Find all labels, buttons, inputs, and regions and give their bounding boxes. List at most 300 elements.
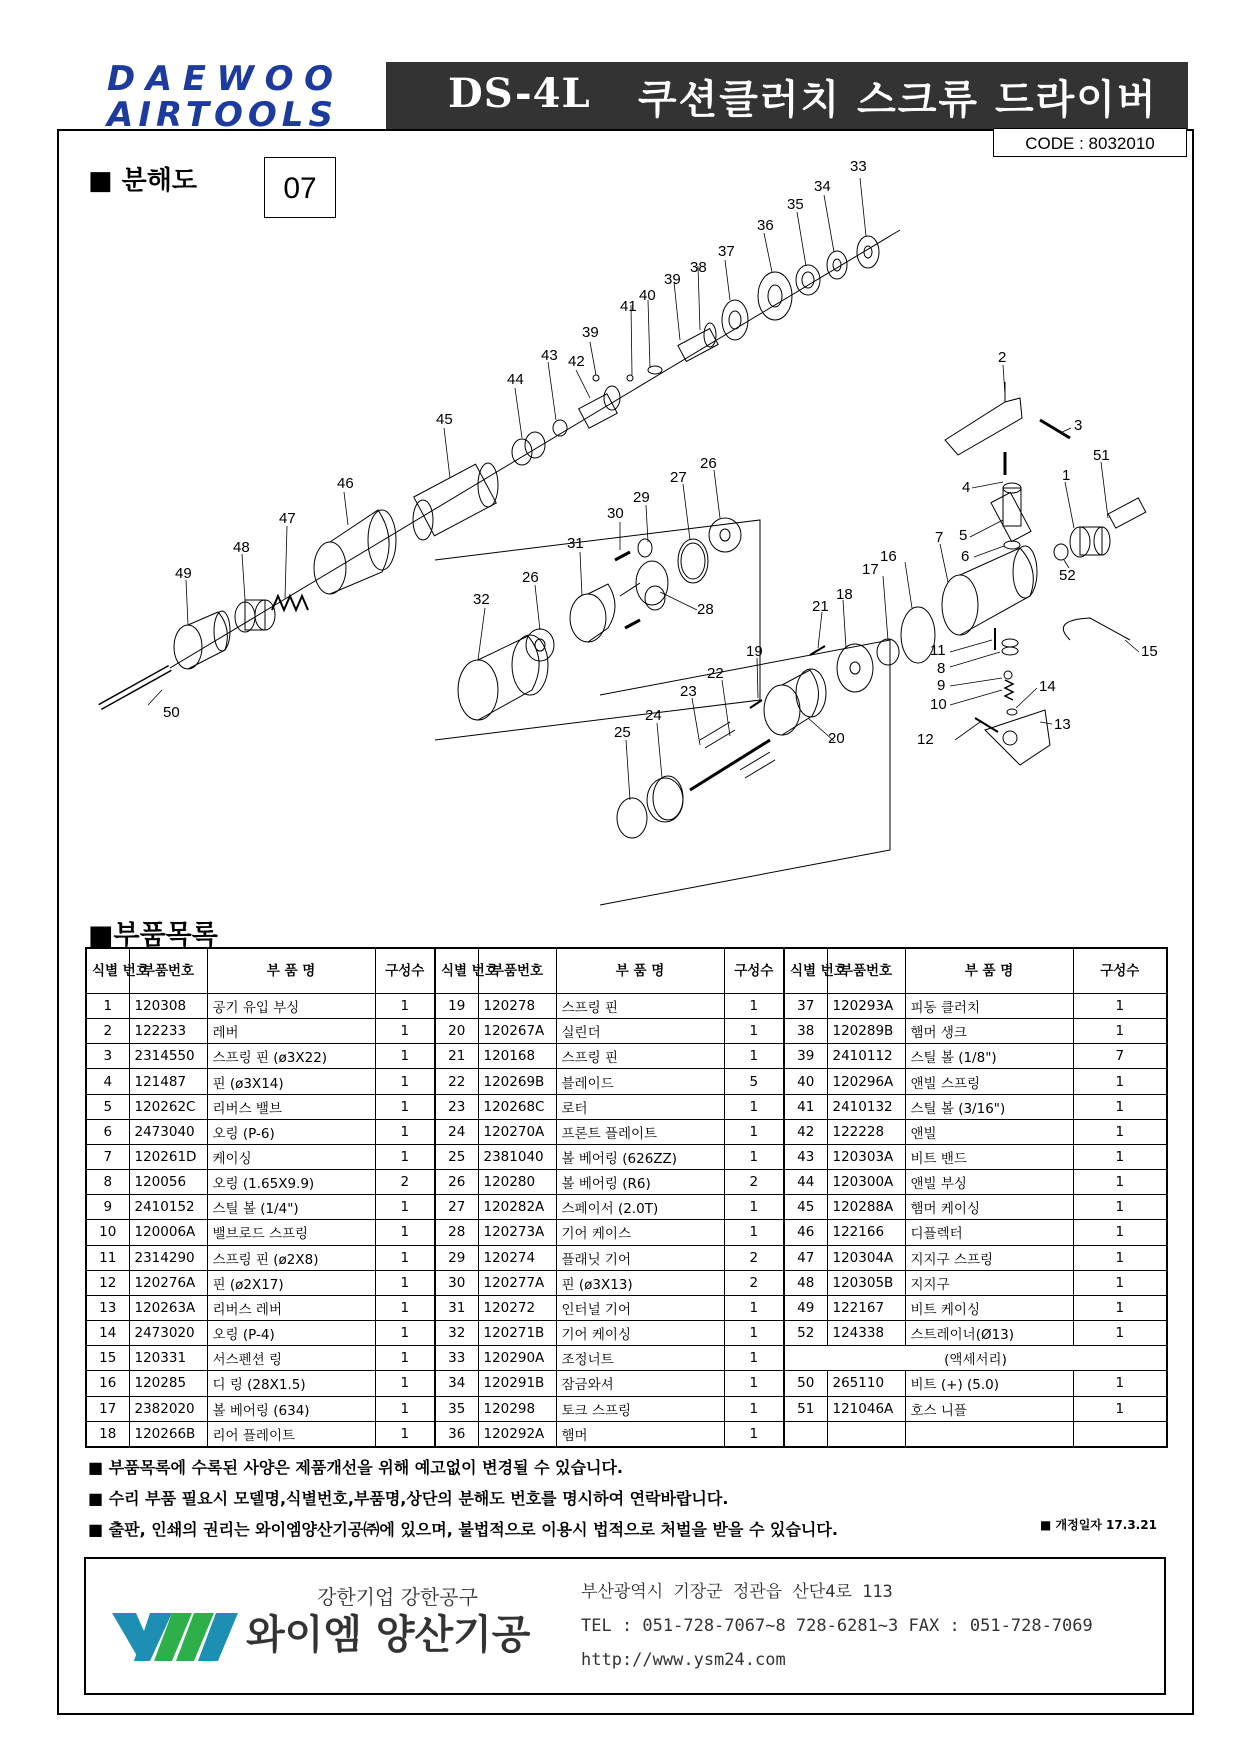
- table-row: [86, 1144, 1167, 1169]
- col-header-id: 식별 번호: [86, 948, 129, 994]
- cell-id: 40: [784, 1069, 827, 1094]
- hammer-part: [758, 272, 792, 320]
- ball-bearing-part: [526, 629, 554, 661]
- cell-part-name: 스틸 볼 (1/4"): [207, 1195, 375, 1220]
- cell-part-no: 120278: [478, 994, 556, 1019]
- cell-part-name: 스프링 핀 (ø2X8): [207, 1245, 375, 1270]
- cell-part-no: 120296A: [827, 1069, 905, 1094]
- cell-part-name: 디플렉터: [905, 1220, 1073, 1245]
- cell-id: 22: [435, 1069, 478, 1094]
- cell-qty: 1: [375, 1195, 435, 1220]
- cell-qty: 1: [1073, 994, 1167, 1019]
- cell-id: 25: [435, 1144, 478, 1169]
- callout-34: 34: [814, 178, 831, 195]
- logo-text-line2: AIRTOOLS: [107, 95, 333, 135]
- cell-id: 13: [86, 1295, 129, 1320]
- cell-qty: 1: [1073, 1195, 1167, 1220]
- cell-qty: 2: [724, 1245, 784, 1270]
- callout-8: 8: [937, 660, 946, 677]
- cell-id: 10: [86, 1220, 129, 1245]
- adjust-nut-part: [857, 236, 879, 268]
- cell-id: 21: [435, 1044, 478, 1069]
- reverse-lever-part: [985, 710, 1050, 765]
- cell-id: 35: [435, 1396, 478, 1421]
- callout-44: 44: [507, 371, 524, 388]
- pin-30b-part: [625, 620, 640, 628]
- cell-id: 2: [86, 1019, 129, 1044]
- cell-part-no: 2382020: [129, 1396, 207, 1421]
- top-assembly-axis: [150, 230, 900, 680]
- cell-part-name: 디 링 (28X1.5): [207, 1371, 375, 1396]
- callout-48: 48: [233, 539, 250, 556]
- footer-box: [84, 1557, 1166, 1695]
- bit-part: [100, 668, 170, 707]
- callout-39a: 39: [664, 271, 681, 288]
- cell-id: [784, 1421, 827, 1447]
- callout-5: 5: [959, 527, 968, 544]
- cell-qty: 1: [375, 1321, 435, 1346]
- cell-id: 47: [784, 1245, 827, 1270]
- callout-2: 2: [998, 349, 1007, 366]
- cell-qty: 1: [375, 1371, 435, 1396]
- callout-22: 22: [707, 665, 724, 682]
- cell-qty: 2: [724, 1170, 784, 1195]
- cell-part-no: 120273A: [478, 1220, 556, 1245]
- callout-1: 1: [1062, 467, 1071, 484]
- callout-14: 14: [1039, 678, 1056, 695]
- cell-part-no: 120280: [478, 1170, 556, 1195]
- table-row: [86, 1220, 1167, 1245]
- cell-id: 14: [86, 1321, 129, 1346]
- cell-part-name: 프론트 플레이트: [556, 1119, 724, 1144]
- col-header-part-name: 부 품 명: [207, 948, 375, 994]
- callout-50: 50: [163, 704, 180, 721]
- callout-10: 10: [930, 696, 947, 713]
- cell-part-name: 비트 밴드: [905, 1144, 1073, 1169]
- air-inlet-bushing-part: [1070, 527, 1110, 557]
- o-ring-small-part: [1002, 639, 1018, 655]
- cell-part-name: 지지구: [905, 1270, 1073, 1295]
- cell-part-no: 120271B: [478, 1321, 556, 1346]
- cell-part-no: 120291B: [478, 1371, 556, 1396]
- table-row: [86, 1069, 1167, 1094]
- cell-part-name: 로터: [556, 1094, 724, 1119]
- planet-gear-part: [638, 539, 665, 610]
- table-row: [86, 1295, 1167, 1320]
- strainer-part: [1054, 544, 1068, 560]
- cell-qty: 1: [724, 1019, 784, 1044]
- callout-38: 38: [690, 259, 707, 276]
- cell-id: 52: [784, 1321, 827, 1346]
- callout-4: 4: [962, 479, 971, 496]
- o-ring-p4-part: [1007, 709, 1017, 715]
- cell-part-no: 120276A: [129, 1270, 207, 1295]
- cell-part-no: 120263A: [129, 1295, 207, 1320]
- company-name: 와이엠 양산기공: [246, 1612, 531, 1658]
- cell-qty: 1: [1073, 1069, 1167, 1094]
- product-code: CODE : 8032010: [993, 128, 1187, 157]
- rear-plate-part: [837, 644, 873, 692]
- cell-part-name: 볼 베어링 (634): [207, 1396, 375, 1421]
- cell-id: 42: [784, 1119, 827, 1144]
- cell-qty: [1073, 1421, 1167, 1447]
- callout-6: 6: [961, 548, 970, 565]
- cell-qty: 2: [724, 1270, 784, 1295]
- cell-id: 23: [435, 1094, 478, 1119]
- cell-id: 36: [435, 1421, 478, 1447]
- cell-part-name: 핀 (ø2X17): [207, 1270, 375, 1295]
- cell-qty: 1: [724, 994, 784, 1019]
- cell-part-name: 스프링 핀: [556, 994, 724, 1019]
- company-url: http://www.ysm24.com: [581, 1650, 786, 1670]
- cell-id: 19: [435, 994, 478, 1019]
- cell-part-no: 120168: [478, 1044, 556, 1069]
- cell-qty: 1: [1073, 1396, 1167, 1421]
- cell-part-name: 기어 케이싱: [556, 1321, 724, 1346]
- callout-49: 49: [175, 565, 192, 582]
- cell-part-no: 122233: [129, 1019, 207, 1044]
- pin-30-part: [615, 552, 630, 560]
- steel-ball-part: [1004, 671, 1012, 679]
- cell-part-no: [827, 1421, 905, 1447]
- cell-part-name: 실린더: [556, 1019, 724, 1044]
- callout-31: 31: [567, 535, 584, 552]
- cell-part-name: 지지구 스프링: [905, 1245, 1073, 1270]
- callout-42: 42: [568, 353, 585, 370]
- callout-39b: 39: [582, 324, 599, 341]
- cell-part-no: 120056: [129, 1170, 207, 1195]
- cell-qty: 1: [724, 1295, 784, 1320]
- ball-bearing-r6-part: [709, 518, 741, 552]
- gear-group-box: [435, 520, 760, 740]
- cell-part-no: 2473020: [129, 1321, 207, 1346]
- cell-id: 44: [784, 1170, 827, 1195]
- cell-part-no: 120305B: [827, 1270, 905, 1295]
- callout-25: 25: [614, 724, 631, 741]
- callout-51: 51: [1093, 447, 1110, 464]
- col-header-part-name: 부 품 명: [556, 948, 724, 994]
- callout-35: 35: [787, 196, 804, 213]
- gear-case-part: [620, 561, 668, 605]
- lever-part: [945, 382, 1022, 455]
- cell-part-name: 스프링 핀 (ø3X22): [207, 1044, 375, 1069]
- cell-part-name: 토크 스프링: [556, 1396, 724, 1421]
- col-header-part-no: 부품번호: [129, 948, 207, 994]
- cell-id: 43: [784, 1144, 827, 1169]
- exploded-view-number: 07: [264, 157, 336, 218]
- cell-id: 8: [86, 1170, 129, 1195]
- cell-part-name: 햄머 생크: [905, 1019, 1073, 1044]
- cell-id: 38: [784, 1019, 827, 1044]
- casing-part: [942, 492, 1037, 635]
- notes-block: [88, 1452, 838, 1545]
- table-row: [86, 1245, 1167, 1270]
- cell-qty: 1: [1073, 1144, 1167, 1169]
- cell-part-name: 앤빌 부싱: [905, 1170, 1073, 1195]
- cell-part-no: 120277A: [478, 1270, 556, 1295]
- cell-qty: 1: [1073, 1220, 1167, 1245]
- cell-part-no: 2314550: [129, 1044, 207, 1069]
- callout-21: 21: [812, 598, 829, 615]
- cell-id: 26: [435, 1170, 478, 1195]
- cell-qty: 1: [1073, 1245, 1167, 1270]
- table-row: [86, 1321, 1167, 1346]
- cell-part-no: 124338: [827, 1321, 905, 1346]
- callout-27: 27: [670, 469, 687, 486]
- cell-qty: 1: [375, 1396, 435, 1421]
- cell-part-no: 120292A: [478, 1421, 556, 1447]
- lock-washer-part: [827, 251, 847, 279]
- holder-part: [235, 600, 275, 632]
- note-item: ■ 부품목록에 수록된 사양은 제품개선을 위해 예고없이 변경될 수 있습니다.: [88, 1458, 624, 1477]
- cell-id: 33: [435, 1346, 478, 1371]
- cell-qty: 1: [375, 1069, 435, 1094]
- cell-id: 20: [435, 1019, 478, 1044]
- cell-qty: 1: [1073, 1321, 1167, 1346]
- callout-17: 17: [862, 561, 879, 578]
- exploded-view-heading: ■ 분해도: [88, 166, 197, 196]
- col-header-part-no: 부품번호: [827, 948, 905, 994]
- callout-47: 47: [279, 510, 296, 527]
- cell-qty: 1: [724, 1144, 784, 1169]
- cell-qty: 1: [1073, 1094, 1167, 1119]
- cell-part-name: 오링 (P-6): [207, 1119, 375, 1144]
- cell-part-name: 스틸 볼 (1/8"): [905, 1044, 1073, 1069]
- cell-part-no: 120300A: [827, 1170, 905, 1195]
- callout-43: 43: [541, 347, 558, 364]
- table-row: [86, 1170, 1167, 1195]
- cell-qty: 1: [1073, 1295, 1167, 1320]
- cell-id: 39: [784, 1044, 827, 1069]
- cell-part-name: 잠금와셔: [556, 1371, 724, 1396]
- cell-qty: 1: [724, 1371, 784, 1396]
- valve-rod-spring-part: [1005, 680, 1013, 700]
- cell-part-name: 리버스 레버: [207, 1295, 375, 1320]
- cell-part-name: 오링 (1.65X9.9): [207, 1170, 375, 1195]
- cell-part-no: 2410132: [827, 1094, 905, 1119]
- col-header-id: 식별 번호: [784, 948, 827, 994]
- callout-23: 23: [680, 683, 697, 700]
- callout-32: 32: [473, 591, 490, 608]
- cell-part-name: 핀 (ø3X14): [207, 1069, 375, 1094]
- cell-part-name: 기어 케이스: [556, 1220, 724, 1245]
- cell-part-no: 120262C: [129, 1094, 207, 1119]
- col-header-id: 식별 번호: [435, 948, 478, 994]
- cell-part-name: 비트 (+) (5.0): [905, 1371, 1073, 1396]
- cell-id: 27: [435, 1195, 478, 1220]
- cell-id: 9: [86, 1195, 129, 1220]
- cell-part-no: 120303A: [827, 1144, 905, 1169]
- accessory-section-label: (액세서리): [784, 1346, 1167, 1371]
- cell-id: 28: [435, 1220, 478, 1245]
- cell-qty: 1: [1073, 1019, 1167, 1044]
- col-header-qty: 구성수: [1073, 948, 1167, 994]
- parts-list-heading: ■부품목록: [88, 920, 218, 951]
- cell-part-no: 120272: [478, 1295, 556, 1320]
- cell-id: 45: [784, 1195, 827, 1220]
- cell-part-no: 2410152: [129, 1195, 207, 1220]
- cell-qty: 2: [375, 1170, 435, 1195]
- company-subtitle: 강한기업 강한공구: [317, 1585, 478, 1609]
- gear-casing-part: [458, 635, 548, 720]
- cell-qty: 1: [724, 1119, 784, 1144]
- logo-text-line1: DAEWOO: [107, 59, 333, 99]
- callout-18: 18: [836, 586, 853, 603]
- cell-part-no: 120266B: [129, 1421, 207, 1447]
- cell-part-no: 120285: [129, 1371, 207, 1396]
- callout-3: 3: [1074, 417, 1083, 434]
- callout-46: 46: [337, 475, 354, 492]
- parts-table: [85, 947, 1168, 1448]
- cell-qty: 1: [724, 1220, 784, 1245]
- cell-qty: 1: [375, 1245, 435, 1270]
- cell-qty: 1: [375, 1295, 435, 1320]
- cell-part-no: 120267A: [478, 1019, 556, 1044]
- cell-part-no: 120269B: [478, 1069, 556, 1094]
- cell-part-name: 앤빌: [905, 1119, 1073, 1144]
- cell-qty: 1: [1073, 1119, 1167, 1144]
- cell-qty: 1: [375, 1346, 435, 1371]
- cylinder-part: [764, 669, 826, 735]
- cell-part-no: 120290A: [478, 1346, 556, 1371]
- cell-qty: 1: [375, 994, 435, 1019]
- reverse-valve-part: [1003, 483, 1021, 526]
- cell-part-name: 리버스 밸브: [207, 1094, 375, 1119]
- cell-part-no: 120282A: [478, 1195, 556, 1220]
- table-row: [86, 1019, 1167, 1044]
- cell-id: 4: [86, 1069, 129, 1094]
- cell-part-name: 블레이드: [556, 1069, 724, 1094]
- cell-part-name: 밸브로드 스프링: [207, 1220, 375, 1245]
- cell-id: 48: [784, 1270, 827, 1295]
- cell-qty: 1: [375, 1119, 435, 1144]
- spacer-part: [678, 539, 708, 583]
- ym-logo: [110, 1611, 242, 1663]
- callout-16: 16: [880, 548, 897, 565]
- col-header-qty: 구성수: [375, 948, 435, 994]
- cell-qty: 1: [375, 1270, 435, 1295]
- cell-qty: 5: [724, 1069, 784, 1094]
- callout-20: 20: [828, 730, 845, 747]
- cell-qty: 1: [375, 1421, 435, 1447]
- table-row: [86, 1094, 1167, 1119]
- callout-12: 12: [917, 731, 934, 748]
- cell-part-no: 2473040: [129, 1119, 207, 1144]
- deflector-part: [314, 510, 396, 594]
- table-header-row: [86, 948, 1167, 994]
- cell-id: 50: [784, 1371, 827, 1396]
- cell-id: 51: [784, 1396, 827, 1421]
- table-row: [86, 1119, 1167, 1144]
- cell-part-name: 볼 베어링 (R6): [556, 1170, 724, 1195]
- cell-part-no: 265110: [827, 1371, 905, 1396]
- company-address: 부산광역시 기장군 정관읍 산단4로 113: [581, 1582, 893, 1602]
- cell-id: 32: [435, 1321, 478, 1346]
- callout-28: 28: [697, 601, 714, 618]
- col-header-part-no: 부품번호: [478, 948, 556, 994]
- col-header-part-name: 부 품 명: [905, 948, 1073, 994]
- cell-part-no: 120331: [129, 1346, 207, 1371]
- cell-qty: 7: [1073, 1044, 1167, 1069]
- cell-part-no: 121487: [129, 1069, 207, 1094]
- cell-part-no: 120268C: [478, 1094, 556, 1119]
- cell-part-no: 120304A: [827, 1245, 905, 1270]
- cell-part-name: [905, 1421, 1073, 1447]
- cell-part-no: 122166: [827, 1220, 905, 1245]
- cell-id: 24: [435, 1119, 478, 1144]
- cell-part-name: 스틸 볼 (3/16"): [905, 1094, 1073, 1119]
- cell-id: 31: [435, 1295, 478, 1320]
- cell-id: 7: [86, 1144, 129, 1169]
- cell-part-no: 120261D: [129, 1144, 207, 1169]
- anvil-part: [579, 386, 620, 428]
- cell-id: 46: [784, 1220, 827, 1245]
- cell-qty: 1: [724, 1195, 784, 1220]
- cell-id: 6: [86, 1119, 129, 1144]
- cell-qty: 1: [724, 1396, 784, 1421]
- cell-part-name: 리어 플레이트: [207, 1421, 375, 1447]
- cell-part-name: 케이싱: [207, 1144, 375, 1169]
- callout-24: 24: [645, 707, 662, 724]
- cell-id: 17: [86, 1396, 129, 1421]
- cell-part-no: 120289B: [827, 1019, 905, 1044]
- cell-id: 15: [86, 1346, 129, 1371]
- callout-37: 37: [718, 243, 735, 260]
- company-contact: [581, 1575, 1093, 1677]
- cell-id: 3: [86, 1044, 129, 1069]
- cell-id: 34: [435, 1371, 478, 1396]
- callout-45: 45: [436, 411, 453, 428]
- callout-41: 41: [620, 298, 637, 315]
- front-plate-part: [647, 778, 683, 822]
- cell-part-no: 122167: [827, 1295, 905, 1320]
- cell-part-name: 스페이서 (2.0T): [556, 1195, 724, 1220]
- callout-52: 52: [1059, 567, 1076, 584]
- cell-part-no: 122228: [827, 1119, 905, 1144]
- cell-id: 30: [435, 1270, 478, 1295]
- blade-part: [700, 722, 775, 778]
- cell-part-name: 핀 (ø3X13): [556, 1270, 724, 1295]
- callout-19: 19: [746, 643, 763, 660]
- callout-36: 36: [757, 217, 774, 234]
- o-ring-part: [1004, 541, 1020, 549]
- cell-id: 29: [435, 1245, 478, 1270]
- cell-part-no: 120270A: [478, 1119, 556, 1144]
- driven-clutch-part: [722, 300, 748, 340]
- cell-id: 5: [86, 1094, 129, 1119]
- table-row: [86, 1195, 1167, 1220]
- cell-id: 41: [784, 1094, 827, 1119]
- cell-part-no: 121046A: [827, 1396, 905, 1421]
- company-phone: TEL : 051-728-7067~8 728-6281~3 FAX : 051-728-7069: [581, 1616, 1093, 1636]
- cell-part-name: 호스 니플: [905, 1396, 1073, 1421]
- cell-part-name: 인터널 기어: [556, 1295, 724, 1320]
- cell-part-no: 120293A: [827, 994, 905, 1019]
- product-title: 쿠션클러치 스크류 드라이버: [638, 77, 1158, 123]
- callout-26b: 26: [700, 455, 717, 472]
- cell-qty: 1: [724, 1094, 784, 1119]
- cell-qty: 1: [724, 1421, 784, 1447]
- cell-qty: 1: [724, 1321, 784, 1346]
- table-row: [86, 1270, 1167, 1295]
- callout-29: 29: [633, 489, 650, 506]
- cell-id: 11: [86, 1245, 129, 1270]
- cell-part-no: 120006A: [129, 1220, 207, 1245]
- cell-part-no: 120288A: [827, 1195, 905, 1220]
- table-row: [86, 994, 1167, 1019]
- cell-part-name: 볼 베어링 (626ZZ): [556, 1144, 724, 1169]
- motor-group-box: [600, 640, 890, 905]
